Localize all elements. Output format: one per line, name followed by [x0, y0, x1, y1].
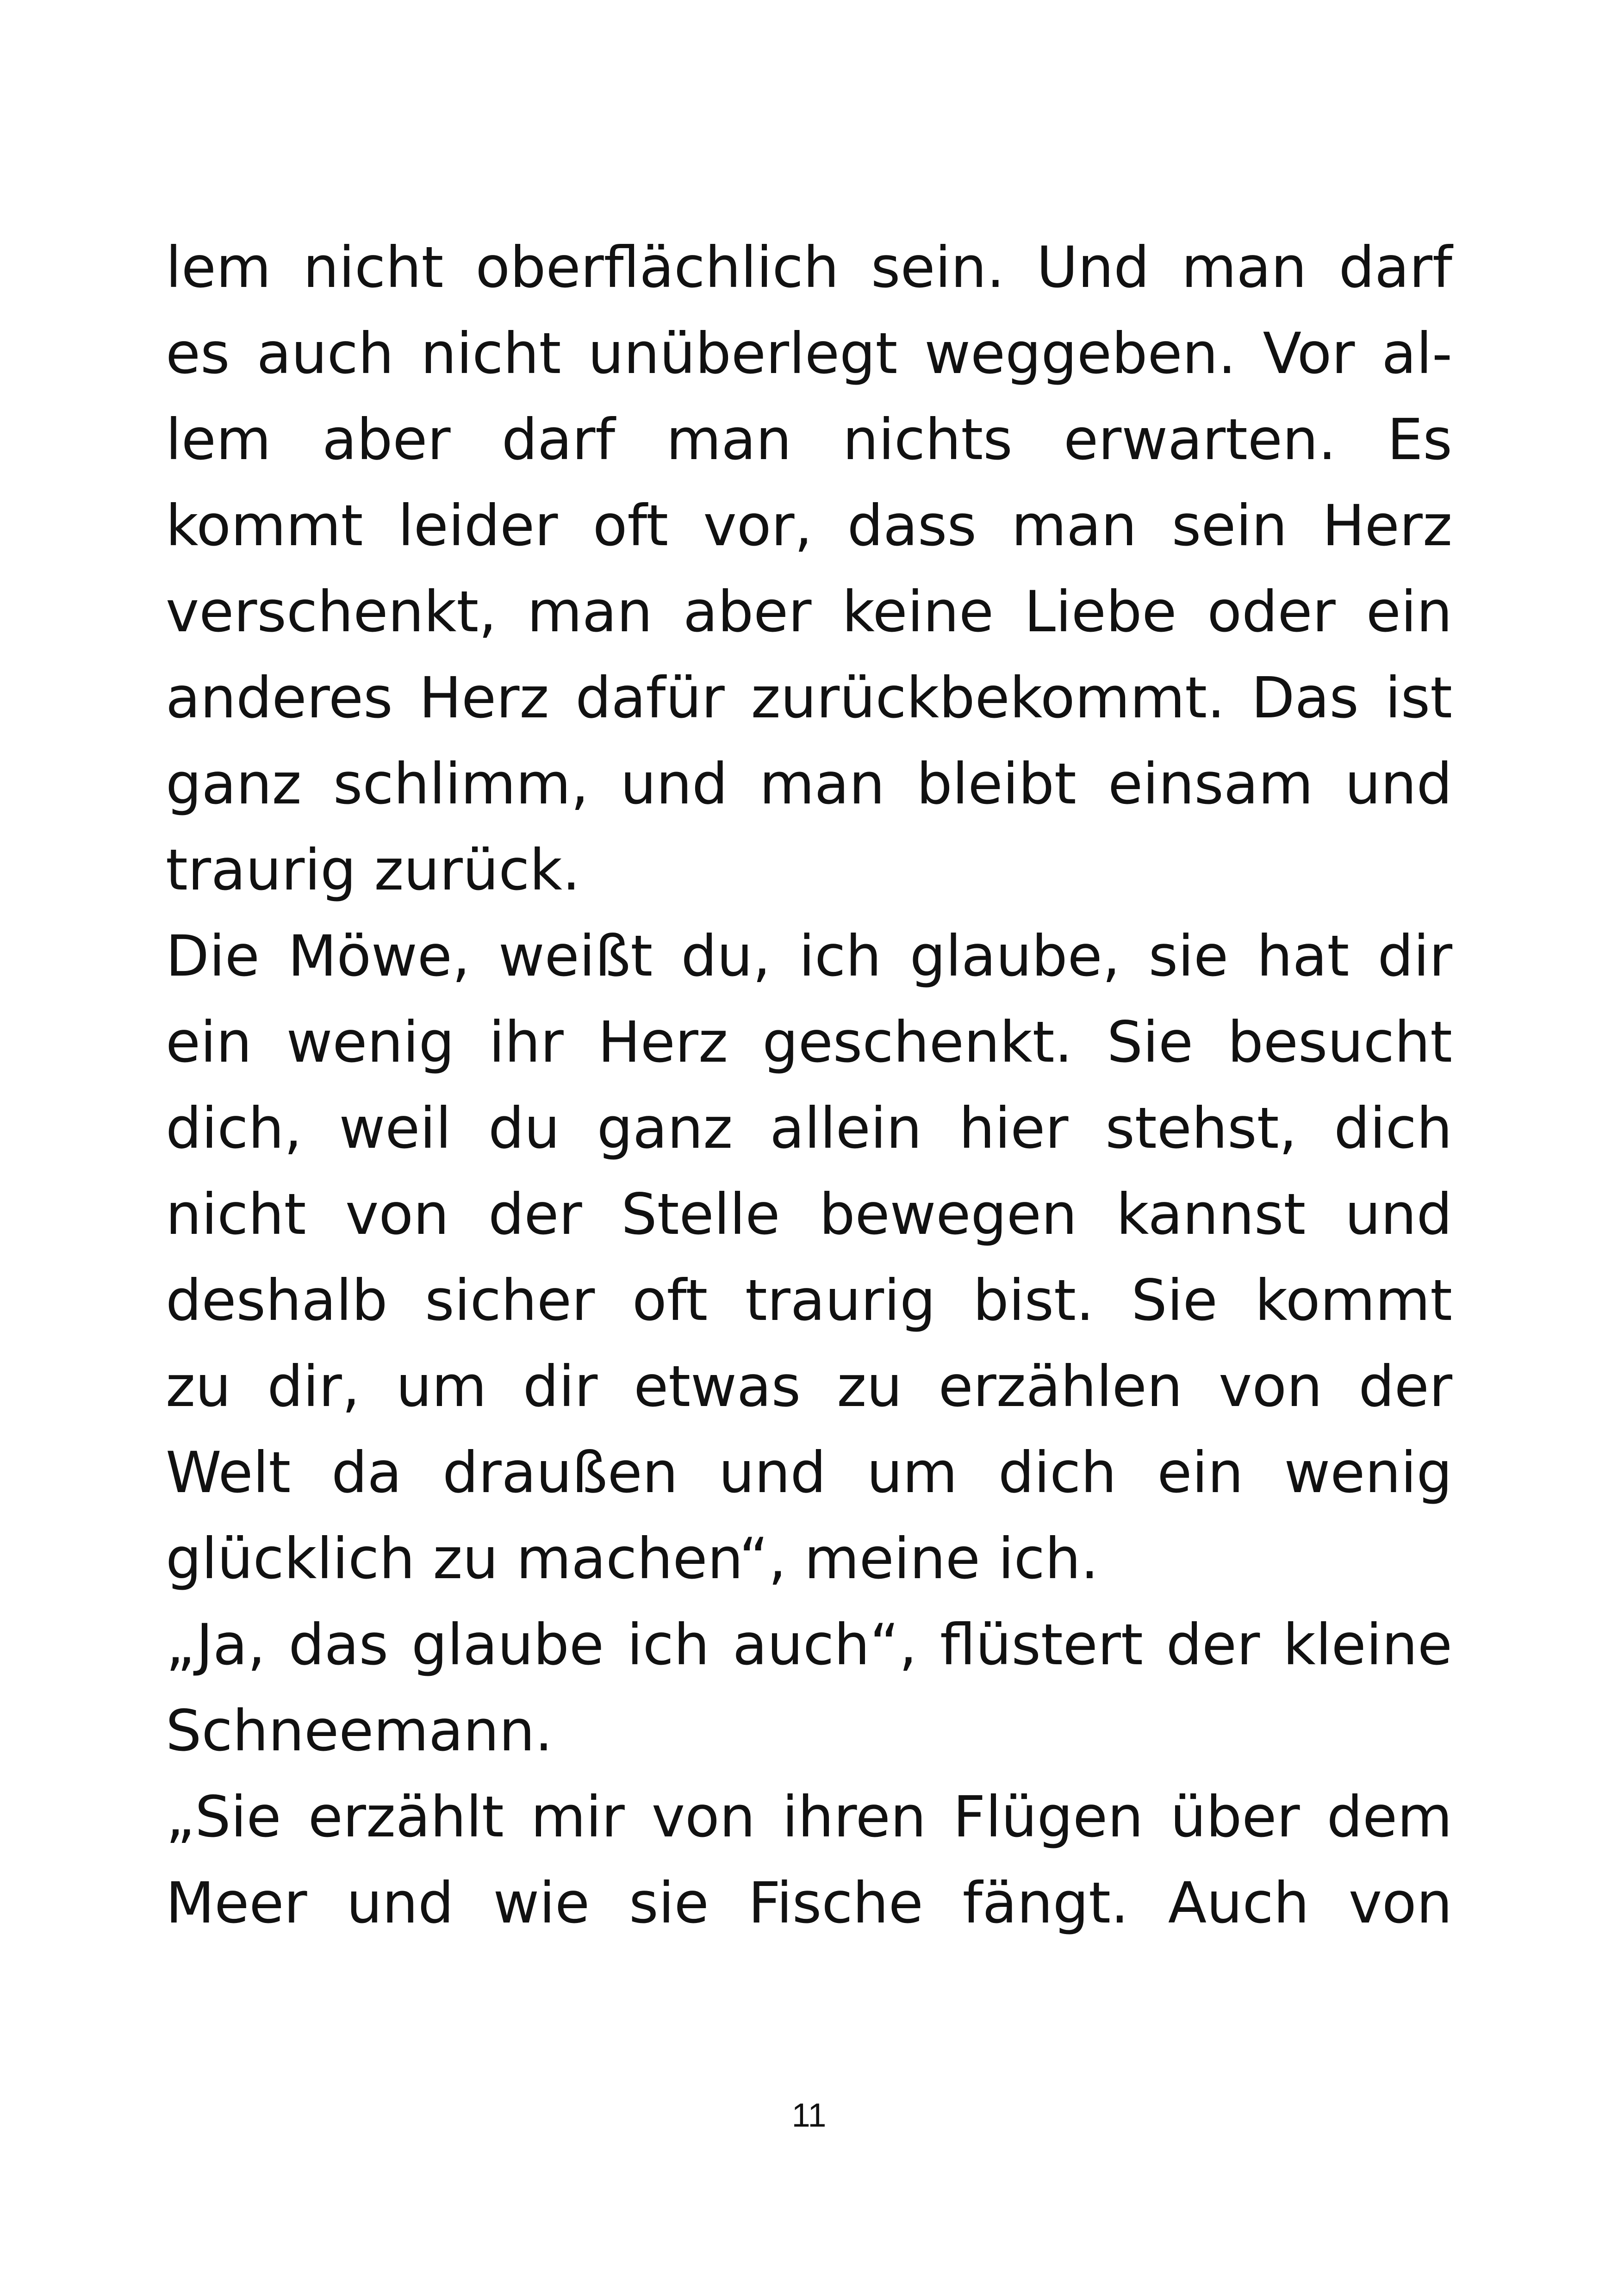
- text-line: deshalb sicher oft traurig bist. Sie kommt: [166, 1268, 1452, 1333]
- text-line: dich, weil du ganz allein hier stehst, dich: [166, 1095, 1452, 1161]
- text-line: anderes Herz dafür zurückbekommt. Das ist: [166, 665, 1452, 731]
- text-line: „Ja, das glaube ich auch“, flüstert der kleine: [166, 1612, 1452, 1678]
- text-line: Meer und wie sie Fische fängt. Auch von: [166, 1870, 1452, 1936]
- text-line: Die Möwe, weißt du, ich glaube, sie hat dir: [166, 923, 1452, 989]
- text-line: ganz schlimm, und man bleibt einsam und: [166, 751, 1452, 817]
- page-number: 11: [791, 2097, 827, 2134]
- text-line: Schneemann.: [166, 1698, 553, 1764]
- text-line: es auch nicht unüberlegt weggeben. Vor al-: [166, 321, 1452, 386]
- text-line: lem aber darf man nichts erwarten. Es: [166, 407, 1452, 473]
- text-line: zu dir, um dir etwas zu erzählen von der: [166, 1354, 1452, 1419]
- text-line: traurig zurück.: [166, 837, 580, 903]
- text-line: Welt da draußen und um dich ein wenig: [166, 1440, 1452, 1506]
- body-text: [166, 224, 1452, 1946]
- text-line: ein wenig ihr Herz geschenkt. Sie besucht: [166, 1009, 1452, 1075]
- text-line: kommt leider oft vor, dass man sein Herz: [166, 493, 1452, 559]
- text-line: „Sie erzählt mir von ihren Flügen über dem: [166, 1784, 1452, 1850]
- text-line: glücklich zu machen“, meine ich.: [166, 1526, 1099, 1592]
- text-line: nicht von der Stelle bewegen kannst und: [166, 1182, 1452, 1247]
- text-line: verschenkt, man aber keine Liebe oder ein: [166, 579, 1452, 645]
- text-line: lem nicht oberflächlich sein. Und man darf: [166, 235, 1452, 300]
